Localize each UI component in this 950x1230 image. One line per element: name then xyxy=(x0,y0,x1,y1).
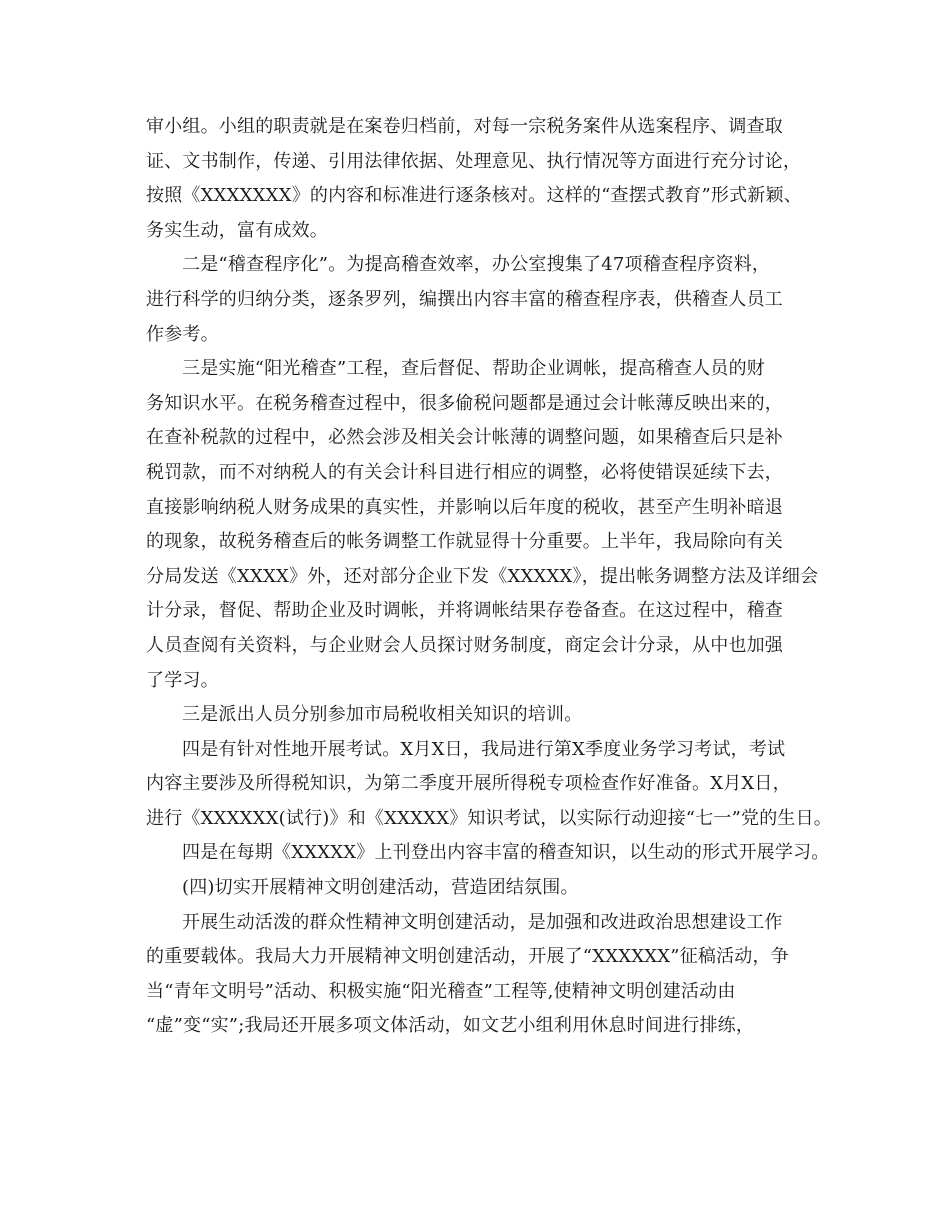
paragraph-line: 按照《XXXXXXX》的内容和标准进行逐条核对。这样的“查摆式教育”形式新颖、 xyxy=(146,185,802,207)
paragraph-first-line: 开展生动活泼的群众性精神文明创建活动，是加强和改进政治思想建设工作 xyxy=(182,911,783,933)
paragraph-line: 税罚款，而不对纳税人的有关会计科目进行相应的调整，必将使错误延续下去， xyxy=(146,461,783,483)
paragraph-line: 务知识水平。在税务稽查过程中，很多偷税问题都是通过会计帐薄反映出来的， xyxy=(146,392,783,414)
document-body xyxy=(146,110,833,1044)
paragraph-line: 进行《XXXXXX(试行)》和《XXXXX》知识考试，以实际行动迎接“七一”党的生日。 xyxy=(146,807,833,829)
paragraph-first-line: 三是派出人员分别参加市局税收相关知识的培训。 xyxy=(182,704,583,726)
paragraph-line: 人员查阅有关资料，与企业财会人员探讨财务制度，商定会计分录，从中也加强 xyxy=(146,634,783,656)
paragraph-line: 作参考。 xyxy=(146,323,219,345)
paragraph-line: “虚”变“实”;我局还开展多项文体活动，如文艺小组利用休息时间进行排练， xyxy=(146,1015,755,1037)
paragraph-line: 内容主要涉及所得税知识，为第二季度开展所得税专项检查作好准备。X月X日， xyxy=(146,773,791,795)
paragraph-line: 当“青年文明号”活动、积极实施“阳光稽查”工程等,使精神文明创建活动由 xyxy=(146,980,736,1002)
paragraph-first-line: 四是有针对性地开展考试。X月X日，我局进行第X季度业务学习考试，考试 xyxy=(182,738,786,760)
paragraph-line: 进行科学的归纳分类，逐条罗列，编撰出内容丰富的稽查程序表，供稽查人员工 xyxy=(146,288,783,310)
paragraph-line: 务实生动，富有成效。 xyxy=(146,219,328,241)
paragraph-first-line: (四)切实开展精神文明创建活动，营造团结氛围。 xyxy=(182,877,579,899)
paragraph-line: 在查补税款的过程中，必然会涉及相关会计帐薄的调整问题，如果稽查后只是补 xyxy=(146,427,783,449)
paragraph-line: 的现象，故税务稽查后的帐务调整工作就显得十分重要。上半年，我局除向有关 xyxy=(146,531,783,553)
paragraph-line: 了学习。 xyxy=(146,669,219,691)
paragraph-line: 的重要载体。我局大力开展精神文明创建活动，开展了“XXXXXX”征稿活动，争 xyxy=(146,946,789,968)
paragraph-first-line: 三是实施“阳光稽查”工程，查后督促、帮助企业调帐，提高稽查人员的财 xyxy=(182,358,766,380)
paragraph-first-line: 二是“稽查程序化”。为提高稽查效率，办公室搜集了47项稽查程序资料， xyxy=(182,254,771,276)
paragraph-line: 审小组。小组的职责就是在案卷归档前，对每一宗税务案件从选案程序、调查取 xyxy=(146,116,783,137)
paragraph-line: 分局发送《XXXX》外，还对部分企业下发《XXXXX》，提出帐务调整方法及详细会 xyxy=(146,565,819,587)
paragraph-first-line: 四是在每期《XXXXX》上刊登出内容丰富的稽查知识，以生动的形式开展学习。 xyxy=(182,842,830,864)
paragraph-line: 计分录，督促、帮助企业及时调帐，并将调帐结果存卷备查。在这过程中，稽查 xyxy=(146,600,783,622)
paragraph-line: 证、文书制作，传递、引用法律依据、处理意见、执行情况等方面进行充分讨论， xyxy=(146,150,802,172)
paragraph-line: 直接影响纳税人财务成果的真实性，并影响以后年度的税收，甚至产生明补暗退 xyxy=(146,496,783,518)
